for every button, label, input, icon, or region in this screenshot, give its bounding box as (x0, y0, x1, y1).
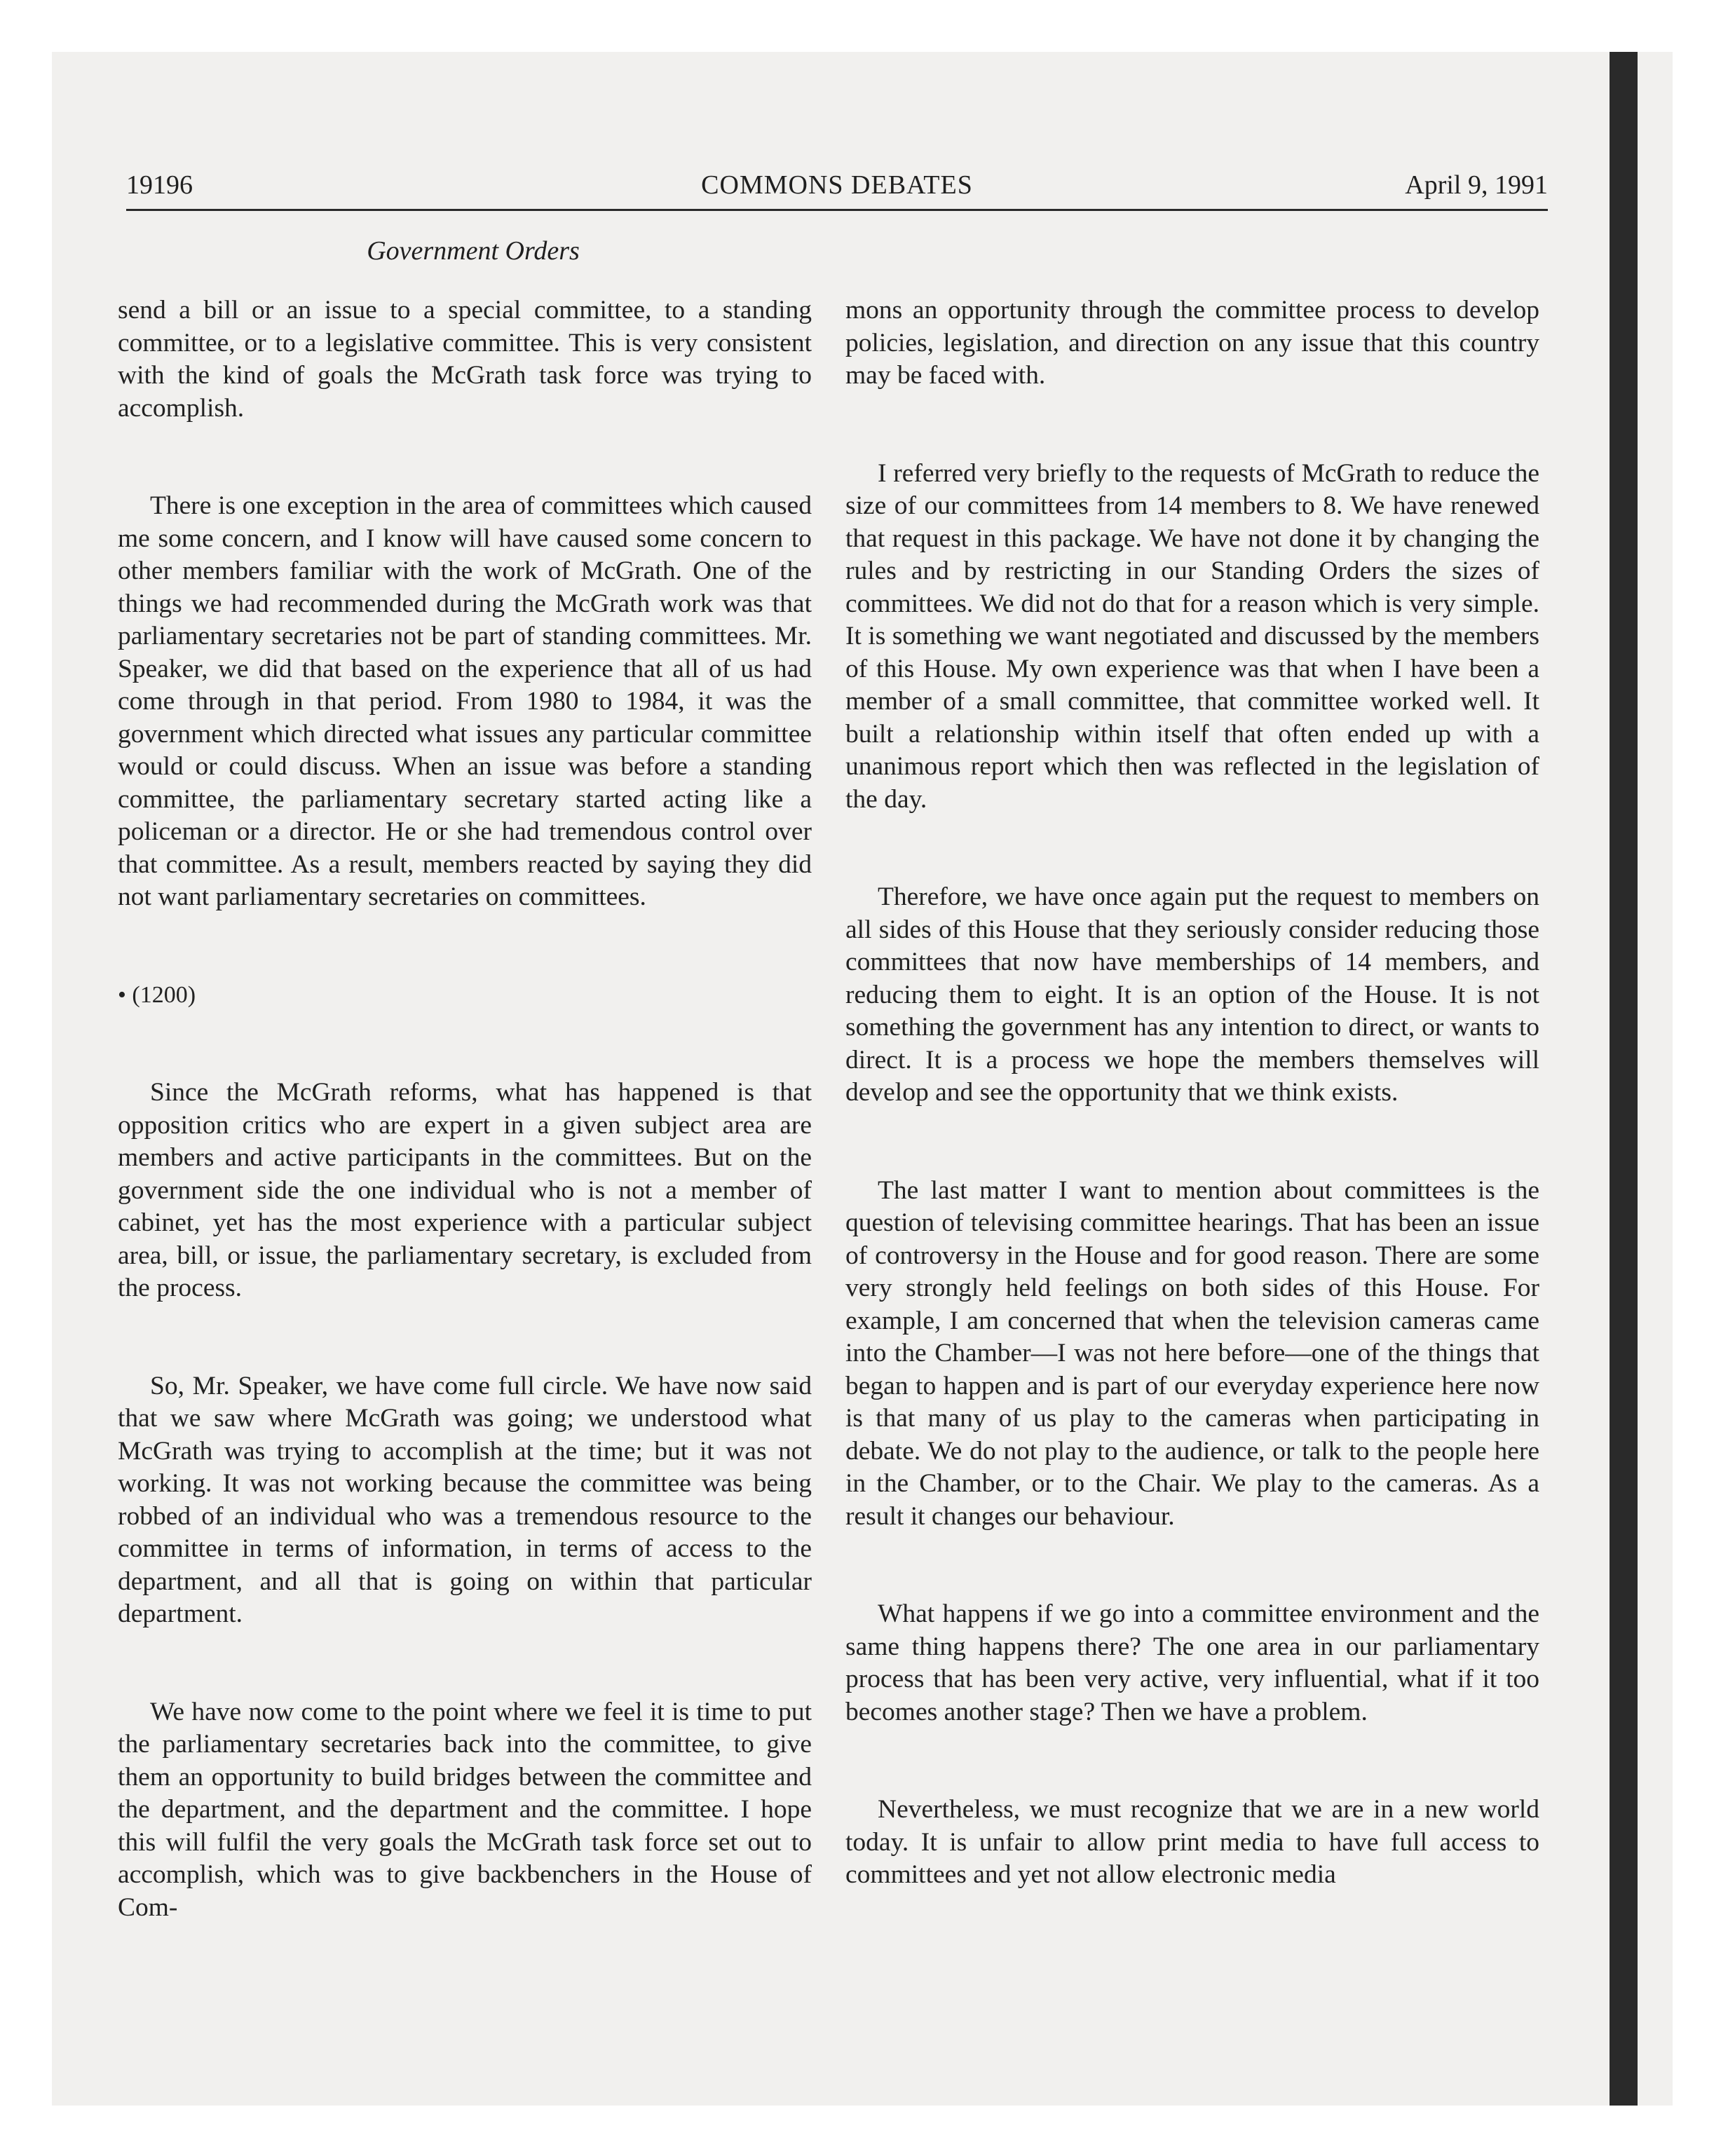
left-column (118, 294, 812, 1989)
paragraph: So, Mr. Speaker, we have come full circle. We have now said that we saw where McGrath was going; we understood what McGrath was trying to accomplish at the time; but it was not working. It was not working because the committee was being robbed of an individual who was a tremendous resource to the committee in terms of information, in terms of access to the department, and all that is going on within that particular department. (118, 1371, 812, 1628)
scan-edge-shadow (1610, 52, 1638, 2106)
header-rule (126, 209, 1548, 211)
paragraph: We have now come to the point where we feel it is time to put the parliamentary secretaries back into the committee, to give them an opportunity to build bridges between the committee and the department, and the department and the committee. I hope this will fulfil the very goals the McGrath task force set out to accomplish, which was to give backbenchers in the House of Com- (118, 1697, 812, 1922)
paragraph: Nevertheless, we must recognize that we are in a new world today. It is unfair to allow print media to have full access to committees and yet not allow electronic media (845, 1795, 1539, 1889)
paragraph: What happens if we go into a committee environment and the same thing happens there? The one area in our parliamentary process that has been very active, very influential, what if it too becomes another stage? Then we have a problem. (845, 1599, 1539, 1726)
paragraph: Since the McGrath reforms, what has happened is that opposition critics who are expert in a given subject area are members and active participants in the committees. But on the government side the one individual who is not a member of cabinet, yet has the most experience with a particular subject area, bill, or issue, the parliamentary secretary, is excluded from the process. (118, 1078, 812, 1302)
section-heading: Government Orders (367, 236, 580, 266)
paragraph: There is one exception in the area of committees which caused me some concern, and I know will have caused some concern to other members familiar with the work of McGrath. One of the things we had recommended during the McGrath work was that parliamentary secretaries not be part of standing committees. Mr. Speaker, we did that based on the experience that all of us had come through in that period. From 1980 to 1984, it was the government which directed what issues any particular committee would or could discuss. When an issue was before a standing committee, the parliamentary secretary started acting like a policeman or a director. He or she had tremendous control over that committee. As a result, members reacted by saying they did not want parliamentary secretaries on committees. (118, 491, 812, 911)
running-header (126, 170, 1548, 212)
paragraph: The last matter I want to mention about committees is the question of televising committee hearings. That has been an issue of controversy in the House and for good reason. There are some very strongly held feelings on both sides of this House. For example, I am concerned that when the television cameras came into the Chamber—I was not here before—one of the things that began to happen and is part of our everyday experience here now is that many of us play to the cameras when participating in debate. We do not play to the audience, or talk to the people here in the Chamber, or to the Chair. We play to the cameras. As a result it changes our behaviour. (845, 1175, 1539, 1531)
journal-title: COMMONS DEBATES (701, 170, 973, 200)
right-column (845, 294, 1539, 1957)
paragraph: I referred very briefly to the requests of McGrath to reduce the size of our committees from 14 members to 8. We have renewed that request in this package. We have not done it by changing the rules and by restricting in our Standing Orders the sizes of committees. We did not do that for a reason which is very simple. It is something we want negotiated and discussed by the members of this House. My own experience was that when I have been a member of a small committee, that committee worked well. It built a relationship within itself that often ended up with a unanimous report which then was reflected in the legislation of the day. (845, 458, 1539, 814)
issue-date: April 9, 1991 (1405, 170, 1548, 200)
paragraph: send a bill or an issue to a special committee, to a standing committee, or to a legislative committee. This is very consistent with the kind of goals the McGrath task force was trying to accomplish. (118, 296, 812, 423)
paragraph: mons an opportunity through the committee process to develop policies, legislation, and direction on any issue that this country may be faced with. (845, 296, 1539, 390)
page-number: 19196 (126, 170, 193, 200)
paragraph: Therefore, we have once again put the request to members on all sides of this House that they seriously consider reducing those committees that now have memberships of 14 members, and reducing them to eight. It is an option of the House. It is not something the government has any intention to direct, or wants to direct. It is a process we hope the members themselves will develop and see the opportunity that we think exists. (845, 882, 1539, 1107)
time-marker: • (1200) (118, 981, 196, 1008)
